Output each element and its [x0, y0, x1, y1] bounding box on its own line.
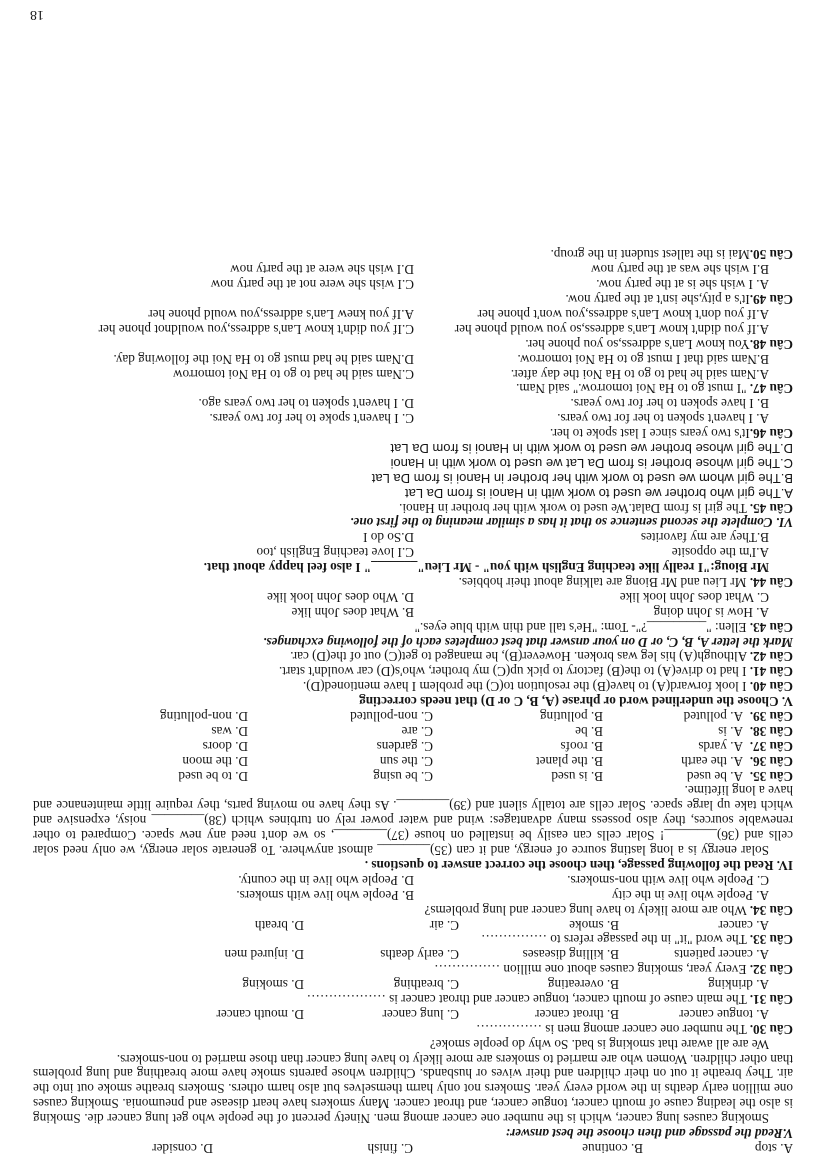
question-stem: Mr Lieu and Mr Biong are talking about their hobbies.: [458, 575, 747, 590]
question-49: [33, 261, 793, 306]
question-38: [33, 723, 793, 738]
option-b: B. continue: [582, 1141, 643, 1156]
section-heading: V. Choose the underlined word or phrase (A, B, C or D) that needs correcting: [359, 694, 793, 710]
question-stem: The main cause of mouth cancer, tongue cancer and throat cancer is ………………: [306, 992, 747, 1008]
option-b: B. throat cancer: [535, 1006, 619, 1022]
option-d: D. was: [211, 723, 248, 739]
option-d: D. doors: [202, 738, 248, 754]
option-b: B. People who live with smokers.: [236, 887, 414, 903]
option-c: C.I wish she were not at the party now: [210, 277, 414, 293]
option-b: B. the planet: [535, 753, 603, 769]
question-number: Câu 37.: [749, 738, 793, 754]
page-content: [33, 247, 793, 1155]
option-a: A. I wish she is at the party now.: [596, 277, 769, 293]
option-d: D.I wish she were at the party now: [230, 262, 414, 278]
question-number: Câu 38.: [749, 723, 793, 739]
option-a: A.If you didn't know Lan's address,so you would phone her: [454, 321, 769, 337]
option-c: C. are: [401, 723, 433, 739]
question-33: [33, 917, 793, 947]
option-b: B.Nam said that I must go to Ha Noi tomorrow.: [517, 351, 769, 367]
option-c: C. be using: [373, 768, 433, 784]
option-d: D. mouth cancer: [216, 1006, 304, 1022]
question-35: [33, 768, 793, 783]
question-43: [33, 589, 793, 634]
option-b: B. roofs: [560, 738, 603, 754]
question-40: [33, 678, 793, 693]
question-number: Câu 49.: [749, 292, 793, 308]
question-text: I had to drive(A) to the(B) factory to pick up(C) my brother, who's(D) car wouldn't start.: [278, 664, 747, 680]
option-d: D. to be used: [178, 768, 248, 784]
option-c: C. the sun: [379, 753, 433, 769]
question-number: Câu 41.: [749, 664, 793, 680]
option-a: A. is: [718, 723, 743, 739]
section-heading: Mark the letter A, B, C, or D on your answer that best completes each of the following exchanges.: [263, 634, 793, 650]
page-number: 18: [30, 6, 44, 22]
option-d: D. non-polluting: [160, 709, 248, 725]
option-b: B. is used: [551, 768, 603, 784]
question-stem: It's two years since I last spoke to her.: [549, 426, 750, 442]
section-heading: VI. Complete the second sentence so that it has a similar meaning to the first one.: [350, 515, 793, 531]
question-number: Câu 44.: [749, 575, 793, 590]
option-row-top: [33, 1140, 793, 1155]
question-number: Câu 43.: [749, 619, 793, 635]
solar-passage: Solar energy is a long lasting source of energy, and it can (35)________ almost anywhere. To generate solar energy, we only need solar cells and (36)________! Solar cells can easily be installed on house (37)________, so we don't need any new space. Compared to other renewable sources, they also possess many advantages: wind and water power rely on turbines which (38)________ noisy, expensive and which take up large space. Solar cells are totally silent and (39)________. As they have no moving parts, they require little maintenance and have a long lifetime.: [33, 783, 793, 859]
option-c: C.I love teaching English ,too: [256, 545, 414, 561]
question-46: [33, 395, 793, 440]
question-stem: The number one cancer among men is ……………: [476, 1021, 747, 1037]
question-stem: It's a pity,she isn't at the party now.: [565, 292, 750, 308]
section-heading: V.Read the passage and then choose the best answer:: [505, 1126, 793, 1142]
question-41: [33, 663, 793, 678]
option-d: D. the moon: [182, 753, 248, 769]
option-d: D. I haven't spoken to her two years ago.: [198, 396, 414, 412]
question-text: I look forward(A) to have(B) the resolution to(C) the problem I have mentioned(D).: [302, 679, 747, 695]
question-48: [33, 306, 793, 351]
option-b: B.The girl whom we used to work with her brother in Hanoi is from Da Lat: [371, 470, 793, 486]
option-a: A. stop: [754, 1141, 793, 1156]
option-b: B.They are my favorites: [640, 530, 769, 546]
question-number: Câu 34.: [749, 902, 793, 918]
question-stem: You know Lan's address,so you phone her.: [525, 336, 750, 352]
option-d: D.So do I: [363, 530, 414, 546]
option-a: A. the earth: [681, 753, 743, 769]
reading-passage: Smoking causes lung cancer, which is the number one cancer among men. Ninety percent of the people who get lung cancer die. Smoking is also the leading cause of mouth cancer, tongue cancer, and throat cancer. Many smokers have heart disease and pneumonia. Smoking causes one million early deaths in the world every year. Smokers not only harm themselves but also harm others. Smokers breathe smoke out into the air. They breathe it out on their children and their wives or husbands. Children whose parents smoke have more breathing and lung problems than other children. Women who are married to smokers are more likely to have lung cancer than those married to non-smokers.: [33, 1051, 793, 1127]
option-c: C. People who live with non-smokers.: [567, 872, 769, 888]
question-number: Câu 32.: [749, 962, 793, 978]
option-d: A.If you knew Lan's address,you would phone her: [148, 306, 414, 322]
option-d: D. consider: [152, 1141, 213, 1156]
question-number: Câu 33.: [749, 932, 793, 948]
option-c: C. lung cancer: [382, 1006, 459, 1022]
option-b: B. killing diseases: [522, 947, 619, 963]
option-a: A. How is John doing: [653, 604, 769, 620]
option-b: B. I have spoken to her for two years.: [570, 396, 769, 412]
option-a: A. polluted: [683, 709, 743, 725]
question-number: Câu 45.: [749, 500, 793, 516]
option-b: B. polluting: [539, 709, 603, 725]
option-a: A. drinking: [708, 977, 769, 993]
question-50: [33, 247, 793, 262]
option-d: D. smoking: [242, 977, 304, 993]
question-36: [33, 753, 793, 768]
section-heading: IV. Read the following passage, then choose the correct answer to questions .: [364, 858, 793, 873]
question-stem: Mai is the tallest student in the group.: [550, 247, 750, 263]
question-42: [33, 649, 793, 664]
question-stem: The word "it" in the passage refers to ……………: [481, 932, 747, 948]
option-c: C. air: [429, 917, 459, 933]
option-c: C. I haven't spoke to her for two years.: [209, 411, 414, 427]
question-number: Câu 50.: [749, 247, 793, 263]
option-d: D. People who live in the county.: [238, 872, 414, 888]
option-b: B. smoke: [569, 917, 619, 933]
question-number: Câu 40.: [749, 679, 793, 695]
question-stem: Every year, smoking causes about one million ……………: [434, 962, 747, 978]
question-number: Câu 30.: [749, 1021, 793, 1037]
option-b: B. be: [575, 723, 603, 739]
option-a: A. I haven't spoken to her for two years.: [557, 411, 769, 427]
question-number: Câu 31.: [749, 992, 793, 1008]
option-c: C. finish: [367, 1141, 413, 1156]
question-31: [33, 976, 793, 1006]
option-c: C. non-polluted: [350, 709, 433, 725]
question-number: Câu 36.: [749, 753, 793, 769]
passage-closing: We are all aware that smoking is bad. So why do people smoke?: [429, 1036, 769, 1052]
question-stem: "I must go to Ha Noi tomorrow." said Nam.: [516, 381, 747, 397]
option-d: D.Nam said he had must go to Ha Noi the following day.: [113, 351, 414, 367]
option-d: D. breath: [254, 917, 304, 933]
question-number: Câu 35.: [749, 768, 793, 784]
question-45: [33, 440, 793, 514]
option-c: C. early deaths: [380, 947, 459, 963]
option-a: A. tongue cancer: [679, 1006, 769, 1022]
option-d: D. Who does John look like: [266, 589, 414, 605]
question-47: [33, 351, 793, 396]
option-a: A.I'm the opposite: [671, 545, 769, 561]
question-number: Câu 48.: [749, 336, 793, 352]
option-b: B. What does John like: [291, 604, 414, 620]
question-44: [33, 529, 793, 589]
option-c: C. What does John look like: [619, 589, 769, 605]
question-text: Although(A) his leg was broken. However(B), he managed to get(C) out of the(D) car.: [290, 649, 748, 665]
option-a: A. be used: [686, 768, 743, 784]
option-a: A. People who live in the city: [611, 887, 769, 903]
option-b: B.I wish she was at the party now: [591, 262, 769, 278]
question-39: [33, 708, 793, 723]
option-a: A.The girl who brother we used to work with in Hanoi is from Da Lat: [404, 485, 793, 501]
option-b: A.If you don't know Lan's address,you won't phone her: [477, 306, 769, 322]
option-a: A.Nam said he had to go to Ha Noi the day after.: [510, 366, 769, 382]
question-number: Câu 46.: [749, 426, 793, 442]
question-stem: The girl is from Dalat.We used to work with her brother in Hanoi.: [399, 500, 747, 516]
option-b: B. overeating: [547, 977, 619, 993]
option-c: C. gardens: [376, 738, 433, 754]
question-37: [33, 738, 793, 753]
question-number: Câu 39.: [749, 709, 793, 725]
option-c: C.The girl whose brother is from Da Lat we used to work with in Hanoi: [390, 455, 793, 471]
option-a: A. cancer: [718, 917, 769, 933]
option-a: A. cancer patients: [674, 947, 769, 963]
question-32: [33, 946, 793, 976]
option-c: C.Nam said he had to go to Ha Noi tomorrow: [172, 366, 414, 382]
option-c: C.If you didn't know Lan's address,you wouldnot phone her: [98, 321, 414, 337]
option-d: D.The girl whose brother we used to work with in Hanoi is from Da Lat: [390, 440, 793, 456]
question-number: Câu 47.: [749, 381, 793, 397]
question-stem: Who are more likely to have lung cancer and lung problems?: [424, 902, 747, 918]
option-c: C. breathing: [393, 977, 459, 993]
option-a: A. yards: [698, 738, 743, 754]
question-34: [33, 872, 793, 917]
question-number: Câu 42.: [749, 649, 793, 665]
dialog-line: Mr Bioug:"I really like teaching English with you" - Mr Lieu"_______" I also feel happy about that.: [203, 560, 769, 576]
option-d: D. injured men: [224, 947, 304, 963]
question-30: [33, 1006, 793, 1036]
question-stem: Ellen: "_________?"- Tom: "He's tall and thin with blue eyes.": [414, 619, 747, 635]
